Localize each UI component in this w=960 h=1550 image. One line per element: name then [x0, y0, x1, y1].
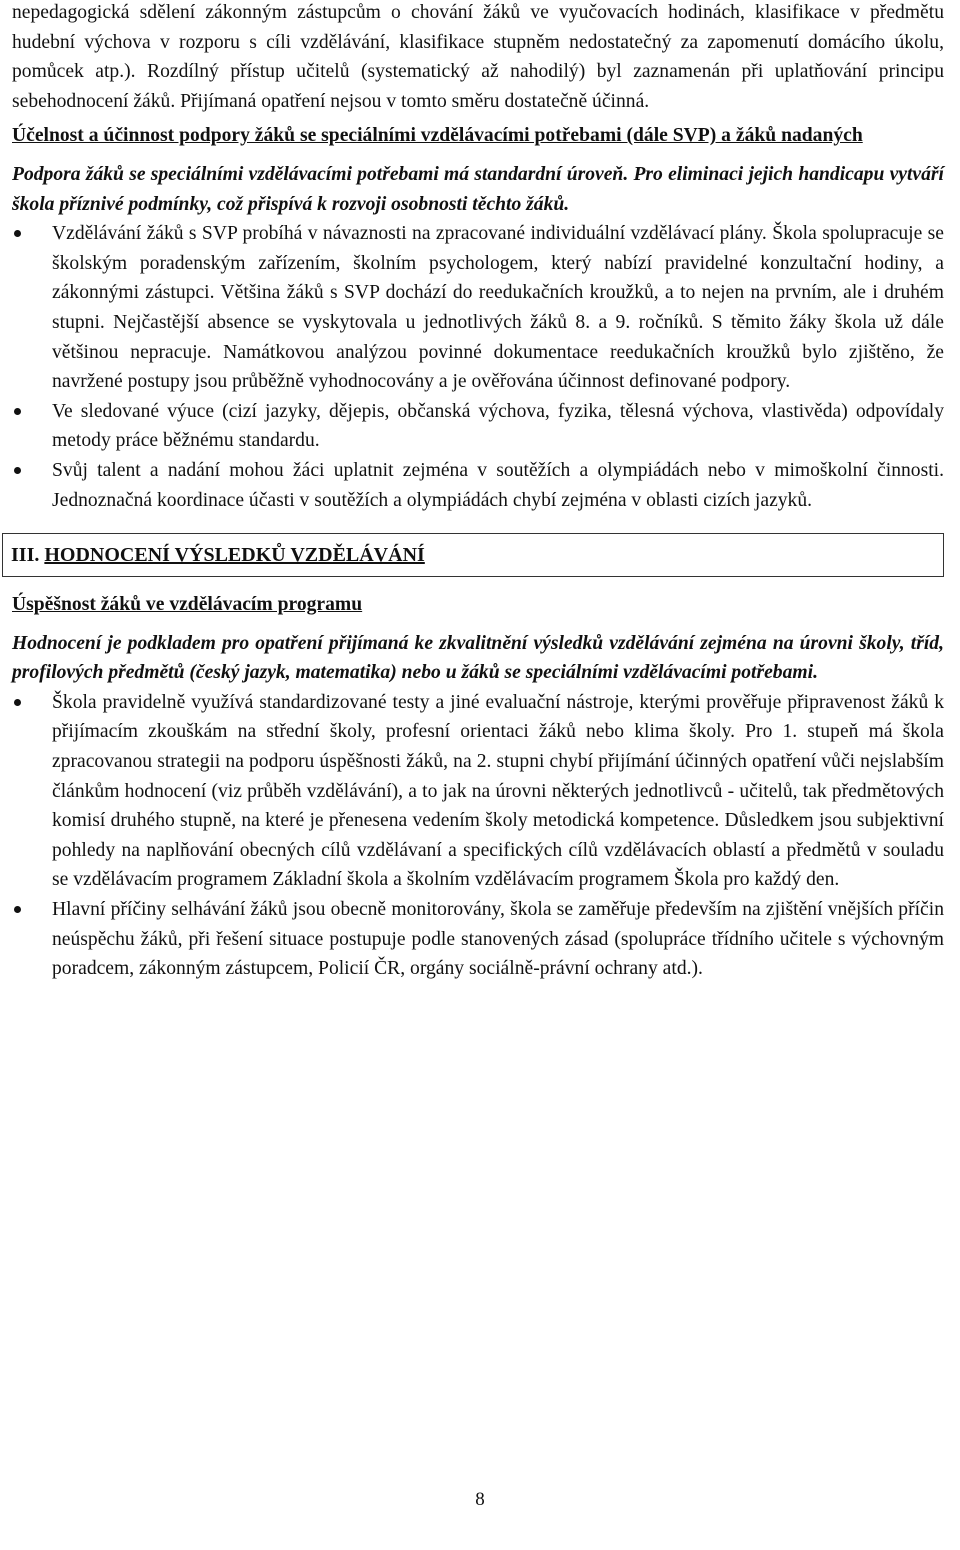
- list-item: Ve sledované výuce (cizí jazyky, dějepis, občanská výchova, fyzika, tělesná výchova, vlastivěda) odpovídaly metody práce běžnému standardu.: [12, 397, 944, 456]
- list-item: Škola pravidelně využívá standardizované testy a jiné evaluační nástroje, kterými prověřuje připravenost žáků k přijímacím zkouškám na střední školy, profesní orientaci žáků nebo klima školy. Pro 1. stupeň má škola zpracovanou strategii na podporu úspěšnosti žáků, na 2. stupni chybí přijímání účinných opatření vůči nejslabším článkům hodnocení (viz průběh vzdělávání), a to jak na úrovni některých jednotlivců - učitelů, tak předmětových komisí druhého stupně, na které je přenesena vedením školy metodická kompetence. Důsledkem jsou subjektivní pohledy na naplňování obecných cílů vzdělávaní a specifických cílů vzdělávacích oblastí a předmětů v souladu se vzdělávacím programem Základní škola a školním vzdělávacím programem Škola pro každý den.: [12, 688, 944, 895]
- svp-section-heading: Účelnost a účinnost podpory žáků se speciálními vzdělávacími potřebami (dále SVP) a žáků nadaných: [12, 125, 863, 147]
- svp-lead-paragraph: Podpora žáků se speciálními vzdělávacími potřebami má standardní úroveň. Pro eliminaci jejich handicapu vytváří škola příznivé podmínky, což přispívá k rozvoji osobnosti těchto žáků.: [12, 163, 944, 215]
- list-item: Svůj talent a nadání mohou žáci uplatnit zejména v soutěžích a olympiádách nebo v mimoškolní činnosti. Jednoznačná koordinace účasti v soutěžích a olympiádách chybí zejména v oblasti cizích jazyků.: [12, 456, 944, 515]
- chapter-number: III.: [11, 544, 40, 567]
- chapter-heading-box: [2, 533, 944, 577]
- chapter-title: HODNOCENÍ VÝSLEDKŮ VZDĚLÁVÁNÍ: [44, 544, 425, 567]
- svp-bullet-list: [12, 219, 944, 515]
- intro-paragraph: nepedagogická sdělení zákonným zástupcům o chování žáků ve vyučovacích hodinách, klasifikace v předmětu hudební výchova v rozporu s cíli vzdělávání, klasifikace stupněm nedostatečný za zapomenutí domácího úkolu, pomůcek atp.). Rozdílný přístup učitelů (systematický až nahodilý) byl zaznamenán při uplatňování principu sebehodnocení žáků. Přijímaná opatření nejsou v tomto směru dostatečně účinná.: [12, 2, 944, 112]
- success-lead-paragraph: Hodnocení je podkladem pro opatření přijímaná ke zkvalitnění výsledků vzdělávání zejména na úrovni školy, tříd, profilových předmětů (český jazyk, matematika) nebo u žáků se speciálními vzdělávacími potřebami.: [12, 632, 944, 684]
- document-page: [12, 0, 944, 984]
- page-number: 8: [475, 1489, 485, 1510]
- list-item: Vzdělávání žáků s SVP probíhá v návaznosti na zpracované individuální vzdělávací plány. Škola spolupracuje se školským poradenským zařízením, školním psychologem, který nabízí pravidelné konzultační hodiny, a zákonnými zástupci. Většina žáků s SVP dochází do reedukačních kroužků, a to nejen na prvním, ale i druhém stupni. Nejčastější absence se vyskytovala u jednotlivých žáků 8. a 9. ročníků. S těmito žáky škola už dále většinou nepracuje. Namátkovou analýzou povinné dokumentace reedukačních kroužků bylo zjištěno, že navržené postupy jsou průběžně vyhodnocovány a je ověřována účinnost definované podpory.: [12, 219, 944, 397]
- list-item: Hlavní příčiny selhávání žáků jsou obecně monitorovány, škola se zaměřuje především na zjištění vnějších příčin neúspěchu žáků, při řešení situace postupuje podle stanovených zásad (spolupráce třídního učitele s výchovným poradcem, zákonným zástupcem, Policií ČR, orgány sociálně-právní ochrany atd.).: [12, 895, 944, 984]
- success-bullet-list: [12, 688, 944, 984]
- success-section-heading: Úspěšnost žáků ve vzdělávacím programu: [12, 594, 363, 616]
